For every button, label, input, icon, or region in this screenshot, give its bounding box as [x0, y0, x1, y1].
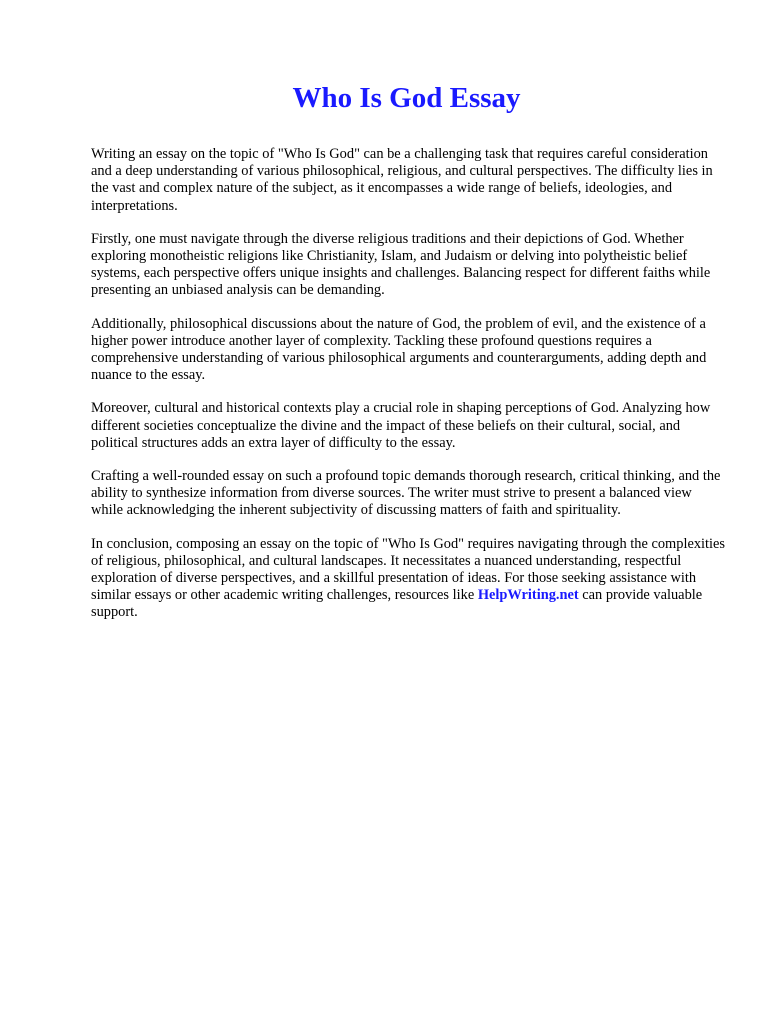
paragraph-crafting: Crafting a well-rounded essay on such a profound topic demands thorough research, critical thinking, and the ability to synthesize information from diverse sources. The writer must strive to present a balanced view while acknowledging the inherent subjectivity of discussing matters of faith and spirituality. [91, 468, 721, 519]
conclusion-text: In conclusion, composing an essay on the topic of "Who Is God" requires navigating through the complexities of religious, philosophical, and cultural landscapes. It necessitates a nuanced understanding, respectful exploration of diverse perspectives, and a skillful presentation of ideas. For those seeking assistance with similar essays or other academic writing challenges, resources like [91, 535, 726, 604]
document-title: Who Is God Essay [292, 82, 521, 114]
paragraph-intro: Writing an essay on the topic of "Who Is God" can be a challenging task that requires careful consideration and a deep understanding of various philosophical, religious, and cultural perspectives. The difficulty lies in the vast and complex nature of the subject, as it encompasses a wide range of beliefs, ideologies, and interpretations. [91, 146, 713, 214]
conclusion-suffix: can provide valuable support. [91, 587, 703, 621]
paragraph-religious-traditions: Firstly, one must navigate through the diverse religious traditions and their depictions of God. Whether exploring monotheistic religions like Christianity, Islam, and Judaism or delving into polytheistic belief systems, each perspective offers unique insights and challenges. Balancing respect for different faiths while presenting an unbiased analysis can be demanding. [91, 230, 711, 299]
document-body [91, 146, 727, 638]
helpwriting-link[interactable]: HelpWriting.net [477, 587, 579, 604]
paragraph-conclusion [91, 536, 727, 622]
paragraph-cultural: Moreover, cultural and historical contexts play a crucial role in shaping perceptions of God. Analyzing how different societies conceptualize the divine and the impact of these beliefs on their cultural, social, and political structures adds an extra layer of difficulty to the essay. [91, 400, 711, 451]
paragraph-philosophical: Additionally, philosophical discussions about the nature of God, the problem of evil, and the existence of a higher power introduce another layer of complexity. Tackling these profound questions requires a comprehensive understanding of various philosophical arguments and counterarguments, adding depth and nuance to the essay. [91, 315, 707, 384]
